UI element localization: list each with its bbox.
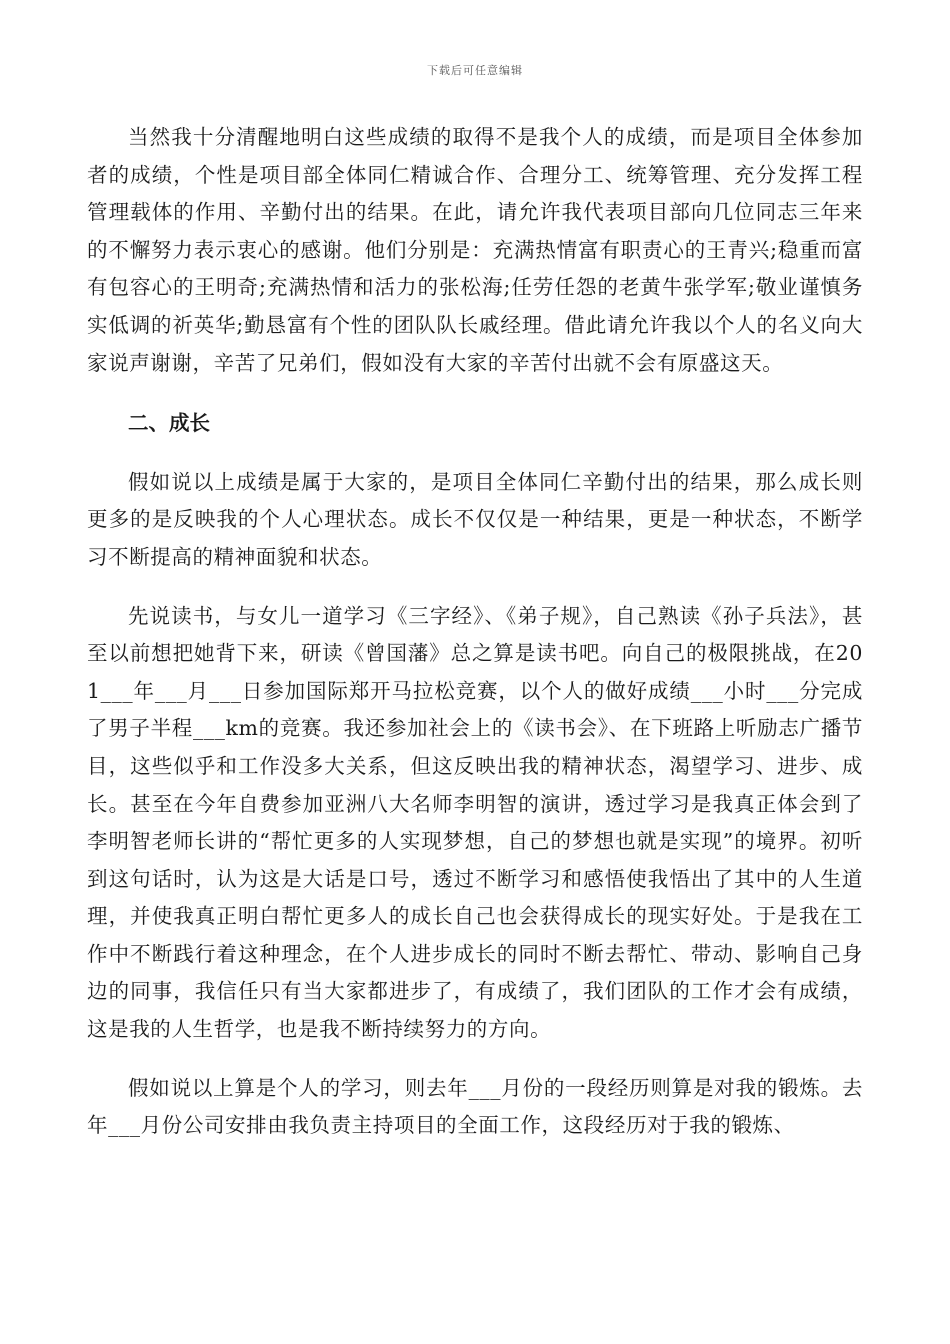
paragraph-reading-learning: 先说读书，与女儿一道学习《三字经》、《弟子规》，自己熟读《孙子兵法》，甚至以前想把她背下来，研读《曾国藩》总之算是读书吧。向自己的极限挑战，在201___年___月___日参加国际郑开马拉松竞赛，以个人的做好成绩___小时___分完成了男子半程___km的竞赛。我还参加社会上的《读书会》、在下班路上听励志广播节目，这些似乎和工作没多大关系，但这反映出我的精神状态，渴望学习、进步、成长。甚至在今年自费参加亚洲八大名师李明智的演讲，透过学习是我真正体会到了李明智老师长讲的“帮忙更多的人实现梦想，自己的梦想也就是实现”的境界。初听到这句话时，认为这是大话是口号，透过不断学习和感悟使我悟出了其中的人生道理，并使我真正明白帮忙更多人的成长自己也会获得成长的现实好处。于是我在工作中不断践行着这种理念，在个人进步成长的同时不断去帮忙、带动、影响自己身边的同事，我信任只有当大家都进步了，有成绩了，我们团队的工作才会有成绩，这是我的人生哲学，也是我不断持续努力的方向。	[87, 603, 863, 1042]
page-header-note: 下载后可任意编辑	[427, 64, 523, 77]
document-body	[87, 119, 863, 1145]
paragraph-growth-intro: 假如说以上成绩是属于大家的，是项目全体同仁辛勤付出的结果，那么成长则更多的是反映我的个人心理状态。成长不仅仅是一种结果，更是一种状态，不断学习不断提高的精神面貌和状态。	[87, 469, 863, 569]
section-heading-growth: 二、成长	[128, 411, 210, 436]
paragraph-acknowledgement: 当然我十分清醒地明白这些成绩的取得不是我个人的成绩，而是项目全体参加者的成绩，个性是项目部全体同仁精诚合作、合理分工、统筹管理、充分发挥工程管理载体的作用、辛勤付出的结果。在此，请允许我代表项目部向几位同志三年来的不懈努力表示衷心的感谢。他们分别是：充满热情富有职责心的王青兴;稳重而富有包容心的王明奇;充满热情和活力的张松海;任劳任怨的老黄牛张学军;敬业谨慎务实低调的祈英华;勤恳富有个性的团队队长戚经理。借此请允许我以个人的名义向大家说声谢谢，辛苦了兄弟们，假如没有大家的辛苦付出就不会有原盛这天。	[87, 125, 863, 375]
paragraph-work-experience: 假如说以上算是个人的学习，则去年___月份的一段经历则算是对我的锻炼。去年___月份公司安排由我负责主持项目的全面工作，这段经历对于我的锻炼、	[87, 1075, 863, 1138]
